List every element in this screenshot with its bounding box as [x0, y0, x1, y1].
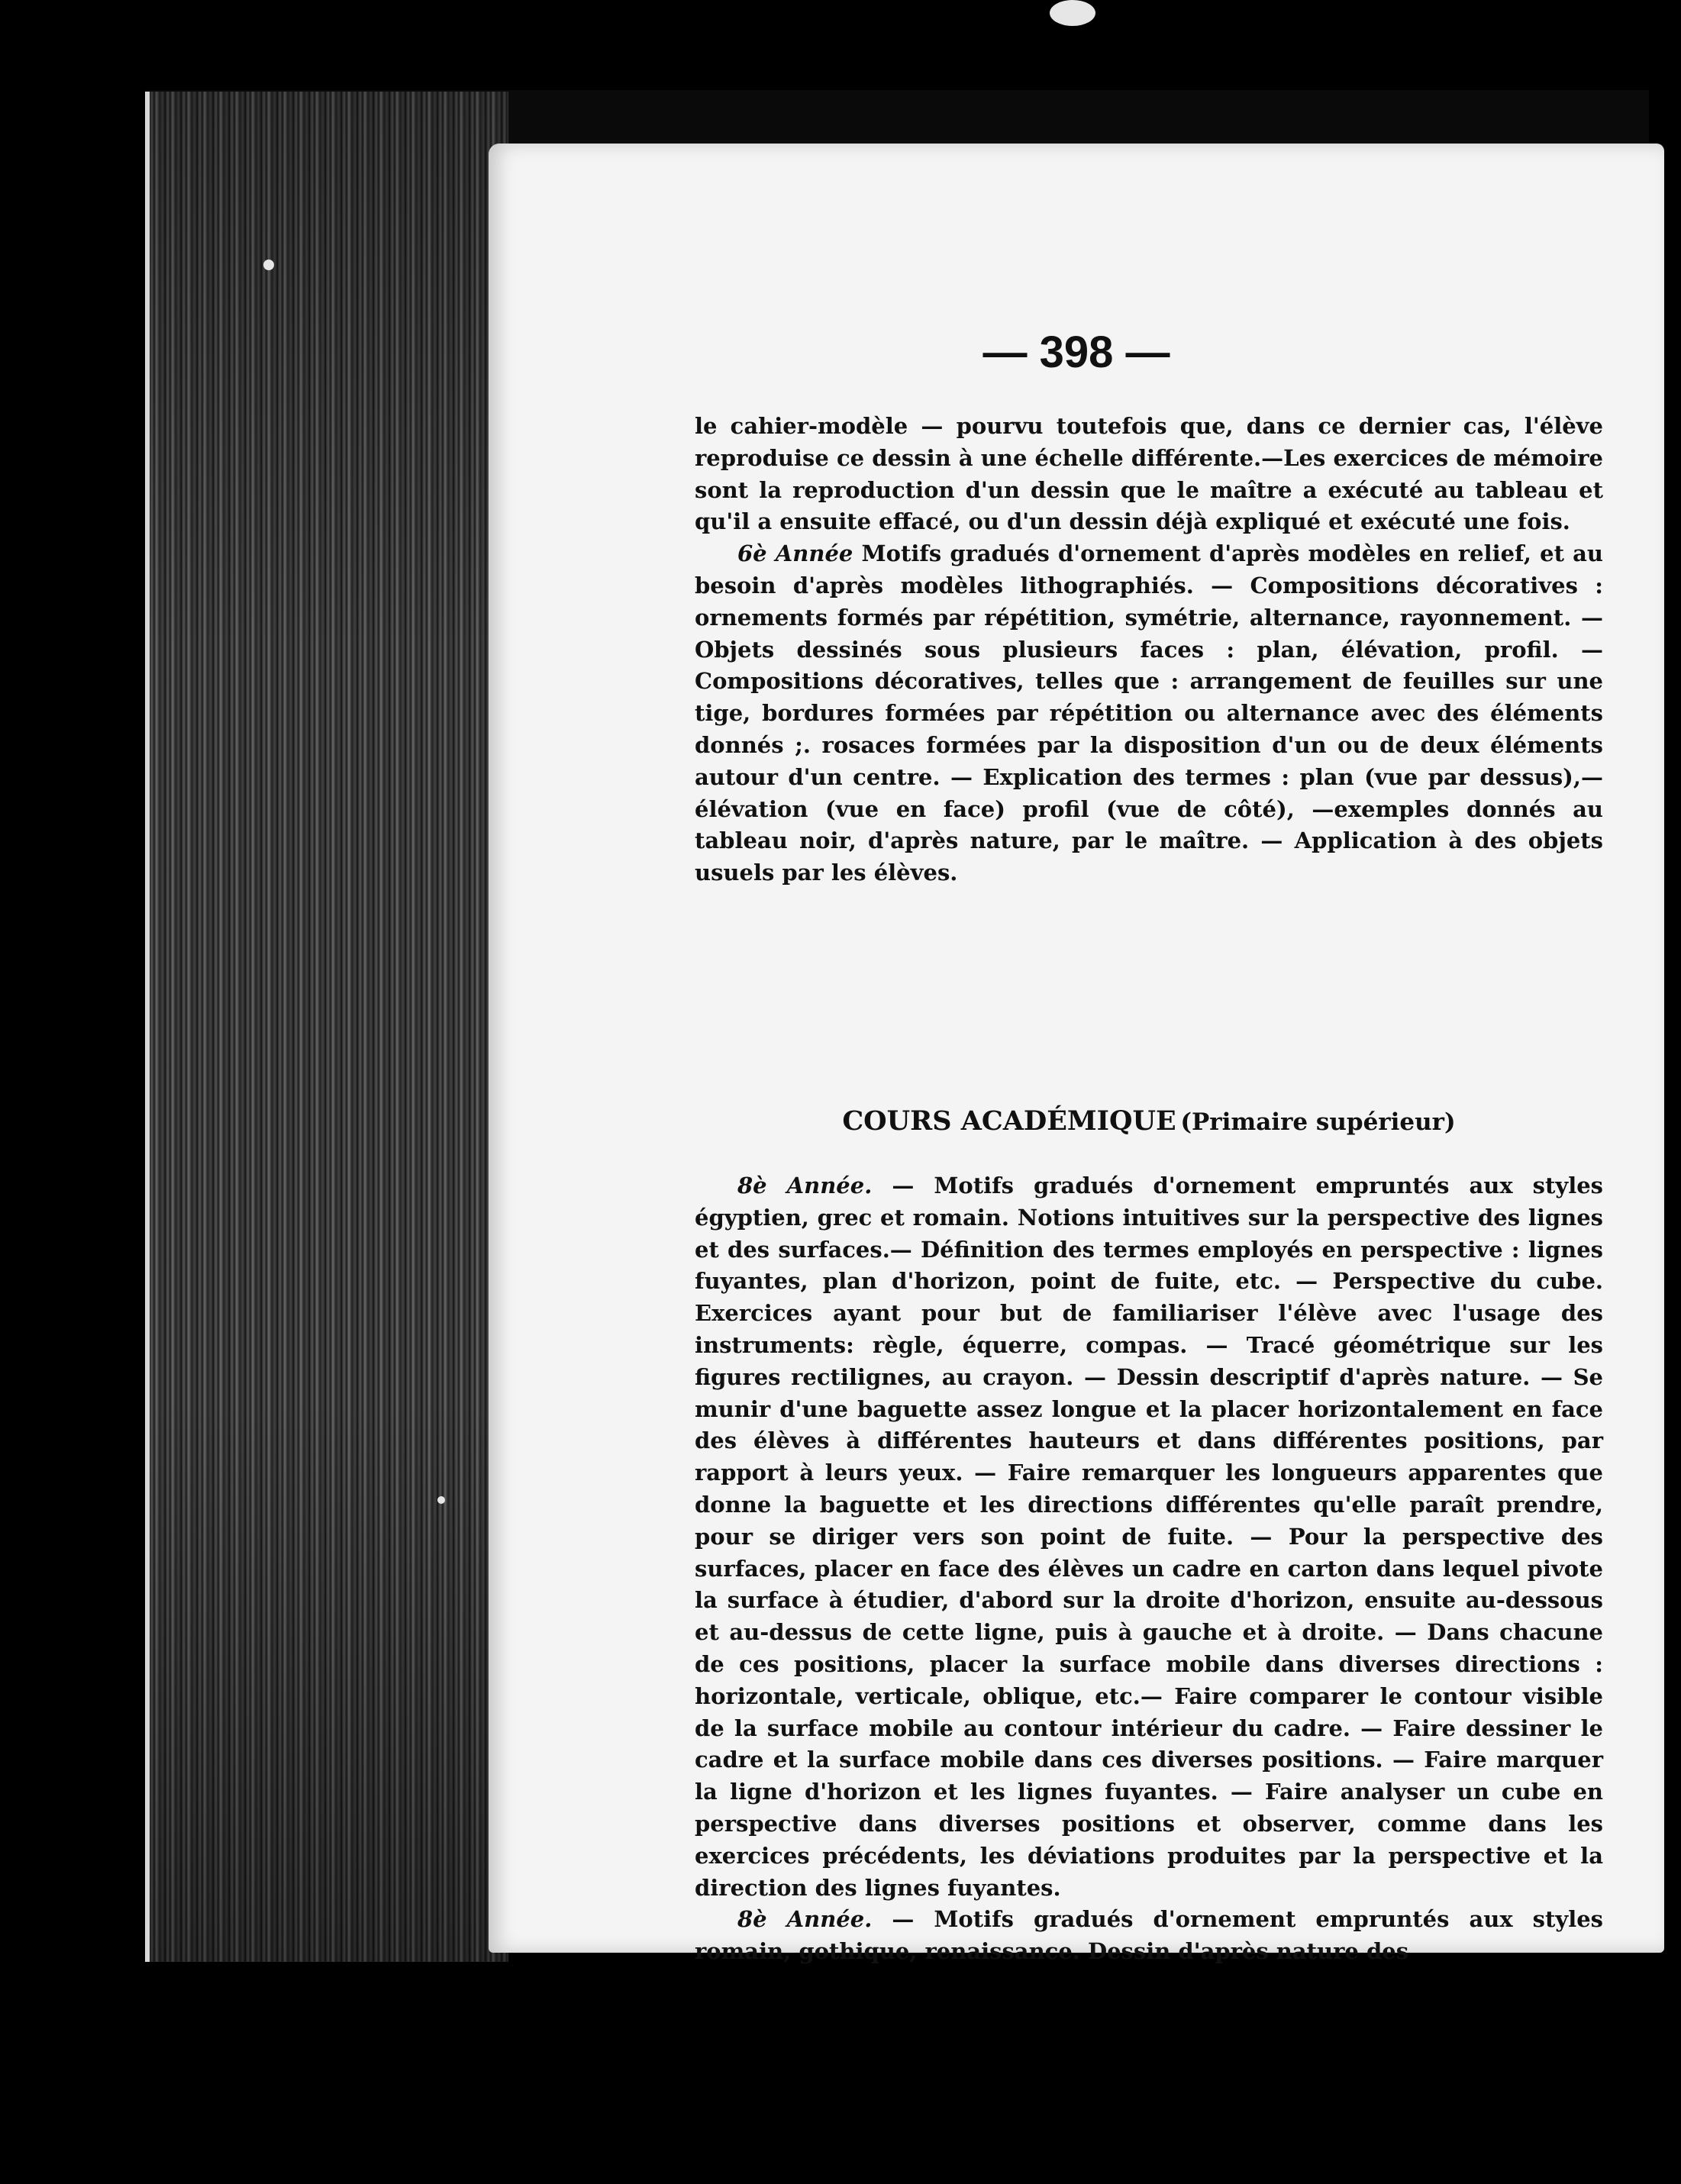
- paragraph: [695, 538, 1603, 889]
- text-block-after-heading: [695, 1170, 1603, 1968]
- paragraph-text: le cahier-modèle — pourvu toutefois que, dans ce dernier cas, l'élève reproduise ce dessin à une échelle différente.—Les exercices de mémoire sont la reproduction d'un dessin que le maître a exécuté au tableau et qu'il a ensuite effacé, ou d'un dessin déjà expliqué et exécuté une fois.: [695, 413, 1603, 535]
- section-heading-sub: (Primaire supérieur): [1180, 1108, 1456, 1136]
- paragraph: [695, 1170, 1603, 1904]
- scan-artifact: [437, 1496, 445, 1504]
- book-page: [489, 144, 1664, 1965]
- section-heading-main: COURS ACADÉMIQUE: [842, 1105, 1176, 1137]
- section-heading: [695, 1105, 1603, 1137]
- paragraph-text: — Motifs gradués d'ornement empruntés aux styles romain, gothique, renaissance. Dessin d'après nature des: [695, 1906, 1603, 1965]
- page-number: — 398 —: [982, 327, 1170, 377]
- text-block-before-heading: [695, 411, 1603, 889]
- year-label: 8è Année.: [737, 1173, 873, 1198]
- scan-artifact: [263, 260, 274, 270]
- book-page-edges: [145, 92, 508, 1962]
- scan-artifact: [1050, 0, 1095, 26]
- paragraph: [695, 1904, 1603, 1968]
- paragraph-text: Motifs gradués d'ornement d'après modèles en relief, et au besoin d'après modèles lithographiés. — Compositions décoratives : ornements formés par répétition, symétrie, alternance, rayonnement. — Objets dessinés sous plusieurs faces : plan, élévation, profil. — Compositions décoratives, telles que : arrangement de feuilles sur une tige, bordures formées par répétition ou alternance avec des éléments donnés ;. rosaces formées par la disposition d'un ou de deux éléments autour d'un centre. — Explication des termes : plan (vue par dessus),—élévation (vue en face) profil (vue de côté), —exemples donnés au tableau noir, d'après nature, par le maître. — Application à des objets usuels par les élèves.: [695, 540, 1604, 886]
- year-label: 8è Année.: [737, 1906, 873, 1933]
- year-label: 6è Année: [737, 540, 853, 567]
- paragraph-text: — Motifs gradués d'ornement empruntés aux styles égyptien, grec et romain. Notions intuitives sur la perspective des lignes et des surfaces.— Définition des termes employés en perspective : lignes fuyantes, plan d'horizon, point de fuite, etc. — Perspective du cube. Exercices ayant pour but de familiariser l'élève avec l'usage des instruments: règle, équerre, compas. — Tracé géométrique sur les figures rectilignes, au crayon. — Dessin descriptif d'après nature. — Se munir d'une baguette assez longue et la placer horizontalement en face des élèves à différentes hauteurs et dans différentes positions, par rapport à leurs yeux. — Faire remarquer les longueurs apparentes que donne la baguette et les directions différentes qu'elle paraît prendre, pour se diriger vers son point de fuite. — Pour la perspective des surfaces, placer en face des élèves un cadre en carton dans lequel pivote la surface à étudier, d'abord sur la droite d'horizon, ensuite au-dessous et au-dessus de cette ligne, puis à gauche et à droite. — Dans chacune de ces positions, placer la surface mobile dans diverses directions : horizontale, verticale, oblique, etc.— Faire comparer le contour visible de la surface mobile au contour intérieur du cadre. — Faire dessiner le cadre et la surface mobile dans ces diverses positions. — Faire marquer la ligne d'horizon et les lignes fuyantes. — Faire analyser un cube en perspective dans diverses positions et observer, comme dans les exercices précédents, les déviations produites par la perspective et la direction des lignes fuyantes.: [695, 1173, 1603, 1901]
- paragraph: [695, 411, 1603, 538]
